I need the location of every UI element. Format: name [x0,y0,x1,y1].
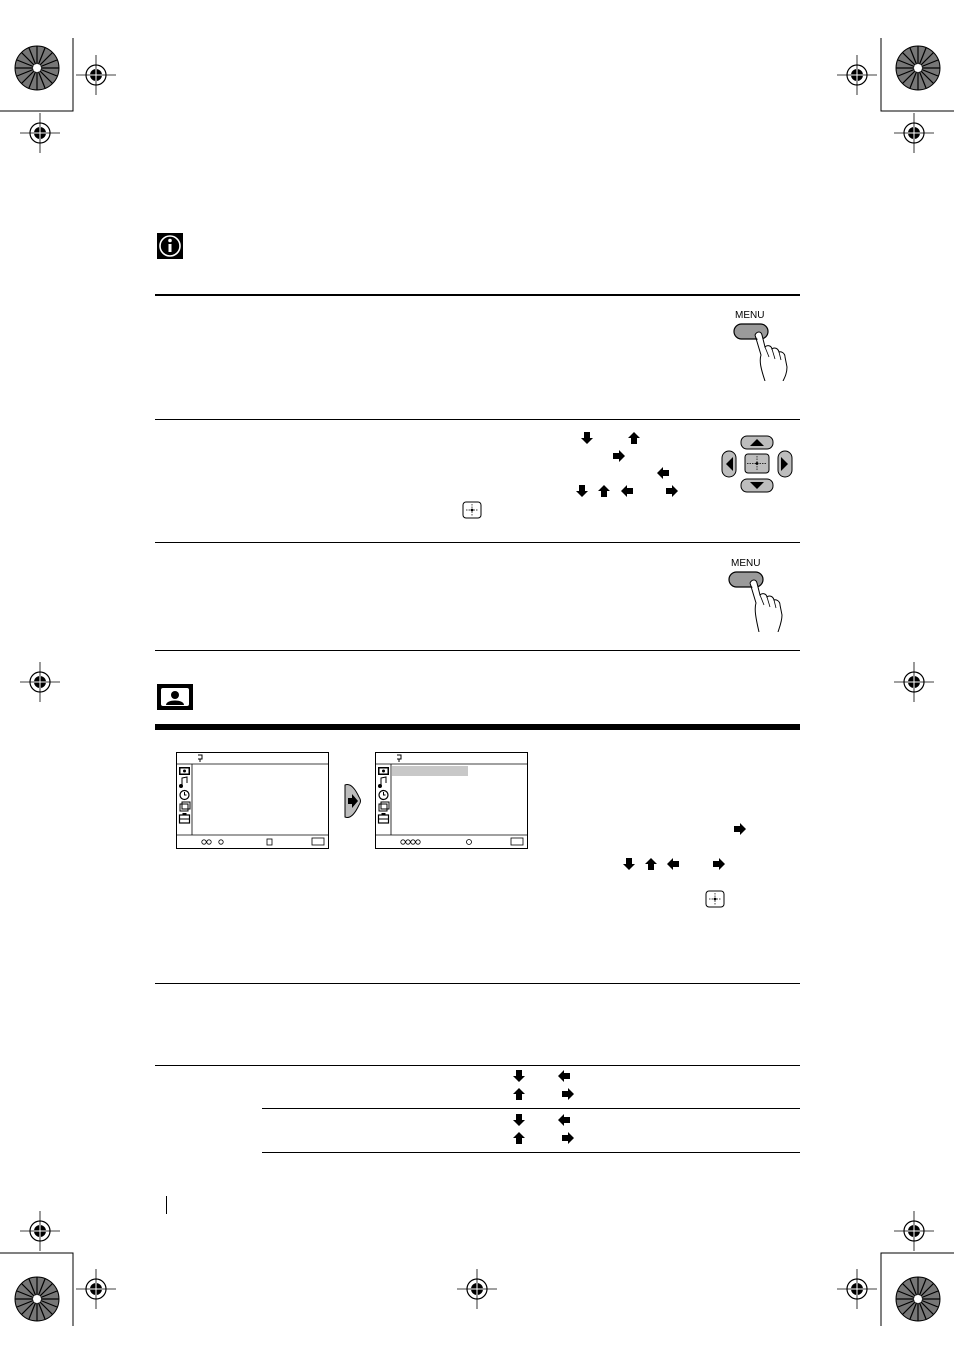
arrow-left-icon [557,1113,571,1127]
starburst-bottom-right [896,1277,940,1321]
arrow-up-icon [512,1087,526,1101]
tv-menu-screen-1 [176,752,329,849]
section-rule [155,294,800,296]
menu-button-label: MENU [731,558,761,569]
arrow-up-icon [597,484,611,498]
arrow-up-icon [627,431,641,445]
arrow-down-icon [512,1113,526,1127]
table-rule [262,1108,800,1109]
arrow-down-icon [622,857,636,871]
section-heavy-rule [155,724,800,730]
menu-button-illustration-1 [725,309,795,381]
arrow-left-icon [620,484,634,498]
arrow-down-icon [575,484,589,498]
screen-transition-arrow-icon [343,782,362,820]
section-rule [155,650,800,651]
section-rule [155,419,800,420]
menu-button-illustration-2 [721,557,791,632]
arrow-up-icon [512,1131,526,1145]
page-number-rule [166,1196,167,1214]
arrow-right-icon [612,449,626,463]
hand-press-icon [721,557,791,632]
arrow-up-icon [644,857,658,871]
arrow-down-icon [512,1069,526,1083]
tv-menu-screen-2 [375,752,528,849]
arrow-left-icon [656,466,670,480]
arrow-down-icon [580,431,594,445]
hand-press-icon [725,309,795,381]
ok-button-icon [462,501,482,519]
menu-button-label: MENU [735,310,765,321]
section-rule [155,983,800,984]
highlighted-menu-row [392,766,468,776]
ok-button-icon [705,890,725,908]
section-rule [155,1065,800,1066]
info-icon [157,233,183,259]
arrow-right-icon [561,1087,575,1101]
arrow-left-icon [666,857,680,871]
section-rule [155,542,800,543]
starburst-top-right [896,46,940,90]
arrow-right-icon [712,857,726,871]
table-rule [262,1152,800,1153]
arrow-right-icon [665,484,679,498]
starburst-bottom-left [15,1277,59,1321]
remote-directional-pad-icon [719,434,795,494]
picture-section-icon [157,684,193,710]
starburst-top-left [15,46,59,90]
arrow-right-icon [733,822,747,836]
arrow-right-icon [561,1131,575,1145]
arrow-left-icon [557,1069,571,1083]
